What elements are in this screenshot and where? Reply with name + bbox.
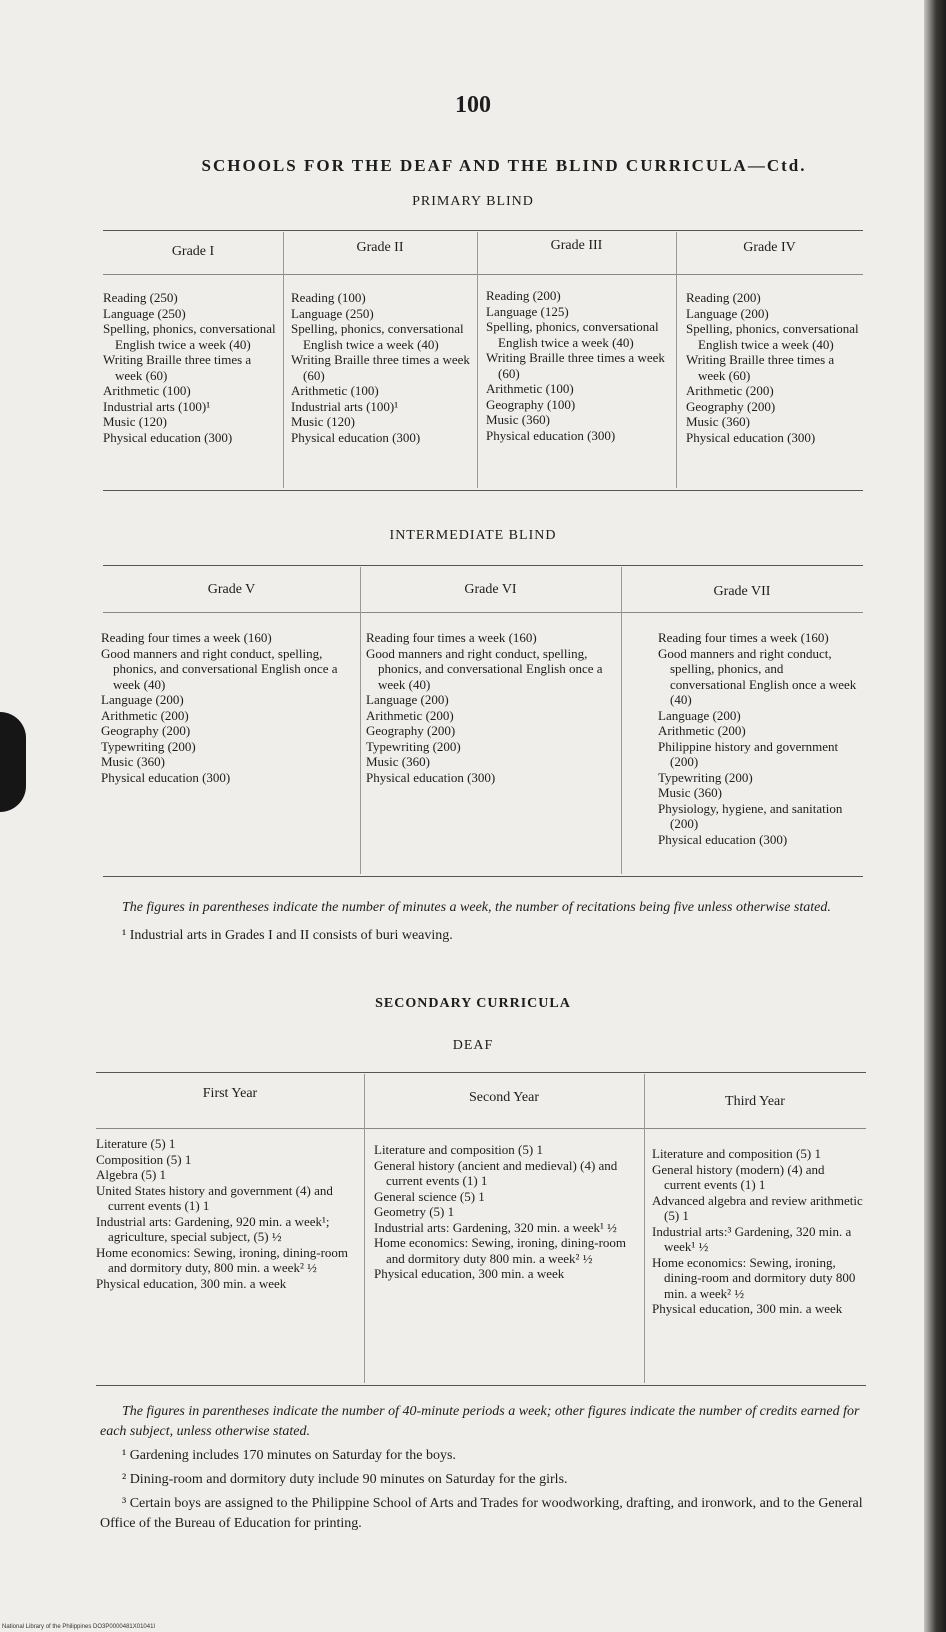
list-item: Composition (5) 1 [96, 1151, 192, 1167]
list-item: Spelling, phonics, conversational English twice a week (40) [686, 321, 859, 352]
list-item: General history (ancient and medieval) (4) and current events (1) 1 [374, 1157, 618, 1188]
footnote: ¹ Industrial arts in Grades I and II consists of buri weaving. [122, 928, 453, 943]
page-title: SCHOOLS FOR THE DEAF AND THE BLIND CURRICULA—Ctd. [201, 156, 807, 175]
list-item: Music (360) [658, 785, 722, 800]
list-item: Home economics: Sewing, ironing, dining-room and dormitory duty 800 min. a week² ½ [652, 1254, 856, 1301]
footnote: ¹ Gardening includes 170 minutes on Saturday for the boys. [122, 1448, 456, 1463]
list-item: Music (120) [103, 414, 167, 429]
section-subtitle-deaf: DEAF [452, 1038, 494, 1053]
list-item: Writing Braille three times a week (60) [103, 352, 252, 383]
column-divider [644, 1074, 645, 1383]
column-heading-grade-i: Grade I [171, 244, 215, 259]
list-item: Physical education (300) [486, 427, 616, 443]
list-item: Physical education (300) [658, 831, 788, 847]
grade-vii-subject-list [658, 630, 861, 847]
list-item: Typewriting (200) [366, 738, 461, 754]
list-item: Arithmetic (100) [486, 381, 574, 396]
list-item: Geography (100) [486, 396, 576, 412]
column-heading-grade-iv: Grade IV [743, 240, 796, 255]
list-item: Language (200) [101, 692, 184, 707]
list-item: Language (200) [366, 692, 449, 707]
column-divider [364, 1074, 365, 1383]
list-item: Geography (200) [101, 723, 191, 738]
list-item: Industrial arts (100)¹ [291, 398, 399, 414]
list-item: Language (200) [658, 707, 741, 723]
table-rule-bottom [96, 1385, 866, 1386]
list-item: Physical education (300) [366, 769, 496, 785]
minutes-note [100, 898, 900, 946]
table-rule-header [103, 612, 863, 613]
list-item: Geometry (5) 1 [374, 1204, 455, 1219]
list-item: Arithmetic (200) [686, 383, 774, 398]
list-item: Writing Braille three times a week (60) [486, 350, 665, 381]
footnote: ² Dining-room and dormitory duty include 90 minutes on Saturday for the girls. [122, 1472, 568, 1487]
list-item: Music (360) [486, 412, 550, 427]
list-item: Geography (200) [686, 398, 776, 414]
list-item: Reading four times a week (160) [658, 630, 829, 645]
list-item: Language (250) [291, 305, 374, 321]
column-divider [621, 567, 622, 874]
list-item: Good manners and right conduct, spelling, phonics, and conversational English once a week (40) [101, 645, 338, 692]
note-italic: The figures in parentheses indicate the number of minutes a week, the number of recitations being five unless otherwise stated. [122, 900, 831, 915]
second-year-subject-list [374, 1142, 638, 1282]
table-rule-top [96, 1072, 866, 1073]
list-item: Spelling, phonics, conversational English twice a week (40) [486, 319, 659, 350]
list-item: Advanced algebra and review arithmetic (5) 1 [652, 1192, 863, 1223]
column-heading-grade-vi: Grade VI [464, 582, 517, 597]
list-item: Industrial arts: Gardening, 320 min. a week¹ ½ [374, 1219, 617, 1235]
third-year-subject-list [652, 1146, 864, 1317]
column-heading-grade-v: Grade V [207, 582, 256, 597]
list-item: Physical education (300) [101, 769, 231, 785]
list-item: Arithmetic (200) [366, 707, 454, 723]
list-item: Reading (250) [103, 290, 178, 305]
list-item: Arithmetic (200) [658, 723, 746, 738]
column-heading-third-year: Third Year [725, 1094, 785, 1109]
list-item: Spelling, phonics, conversational English twice a week (40) [103, 321, 276, 352]
grade-iv-subject-list [686, 290, 862, 445]
list-item: Reading four times a week (160) [366, 630, 537, 645]
list-item: Reading (200) [686, 290, 761, 305]
column-divider [283, 232, 284, 488]
list-item: General history (modern) (4) and current events (1) 1 [652, 1161, 825, 1192]
first-year-subject-list [96, 1136, 358, 1291]
list-item: Language (250) [103, 305, 186, 321]
list-item: Good manners and right conduct, spelling, phonics, and conversational English once a week (40) [658, 645, 857, 707]
column-heading-second-year: Second Year [469, 1090, 539, 1105]
column-heading-first-year: First Year [202, 1086, 258, 1101]
grade-vi-subject-list [366, 630, 616, 785]
list-item: Writing Braille three times a week (60) [686, 352, 835, 383]
list-item: Arithmetic (200) [101, 707, 189, 723]
column-heading-grade-ii: Grade II [356, 240, 404, 255]
column-divider [477, 232, 478, 488]
list-item: Algebra (5) 1 [96, 1167, 167, 1182]
list-item: Physical education (300) [686, 429, 816, 445]
list-item: Industrial arts: Gardening, 920 min. a week¹; agriculture, special subject, (5) ½ [96, 1213, 330, 1244]
list-item: Physical education, 300 min. a week [96, 1275, 287, 1291]
list-item: Literature (5) 1 [96, 1136, 176, 1151]
list-item: General science (5) 1 [374, 1188, 485, 1204]
section-title-intermediate-blind: INTERMEDIATE BLIND [389, 528, 557, 543]
list-item: Geography (200) [366, 723, 456, 738]
list-item: Arithmetic (100) [103, 383, 191, 398]
list-item: Language (125) [486, 303, 569, 319]
binding-mark [0, 712, 26, 812]
note-italic: The figures in parentheses indicate the number of 40-minute periods a week; other figures indicate the number of credits earned for each subject, unless otherwise stated. [100, 1404, 860, 1439]
list-item: Typewriting (200) [658, 769, 753, 785]
grade-ii-subject-list [291, 290, 473, 445]
column-heading-grade-iii: Grade III [550, 238, 603, 253]
page-number: 100 [455, 92, 491, 118]
table-rule-bottom [103, 876, 863, 877]
list-item: Physical education, 300 min. a week [652, 1301, 843, 1316]
section-title-secondary: SECONDARY CURRICULA [375, 996, 571, 1011]
list-item: Typewriting (200) [101, 738, 196, 754]
list-item: Physical education (300) [103, 429, 233, 445]
list-item: Music (360) [101, 754, 165, 769]
list-item: Philippine history and government (200) [658, 738, 839, 769]
table-rule-top [103, 230, 863, 231]
list-item: Reading four times a week (160) [101, 630, 272, 645]
table-rule-header [96, 1128, 866, 1129]
column-divider [360, 567, 361, 874]
list-item: Industrial arts:³ Gardening, 320 min. a week¹ ½ [652, 1223, 852, 1254]
list-item: Reading (200) [486, 288, 561, 303]
list-item: Physical education, 300 min. a week [374, 1266, 565, 1281]
grade-v-subject-list [101, 630, 355, 785]
list-item: Physical education (300) [291, 429, 421, 445]
table-rule-top [103, 565, 863, 566]
list-item: Arithmetic (100) [291, 383, 379, 398]
list-item: Home economics: Sewing, ironing, dining-room and dormitory duty 800 min. a week² ½ [374, 1235, 627, 1266]
grade-i-subject-list [103, 290, 279, 445]
list-item: Home economics: Sewing, ironing, dining-room and dormitory duty, 800 min. a week² ½ [96, 1244, 349, 1275]
footnote: ³ Certain boys are assigned to the Philippine School of Arts and Trades for woodworking, drafting, and ironwork, and to the General Office of the Bureau of Education for printing. [100, 1496, 863, 1531]
list-item: Music (120) [291, 414, 355, 429]
list-item: Good manners and right conduct, spelling, phonics, and conversational English once a week (40) [366, 645, 603, 692]
table-rule-bottom [103, 490, 863, 491]
list-item: Music (360) [686, 414, 750, 429]
list-item: Language (200) [686, 305, 769, 321]
list-item: Industrial arts (100)¹ [103, 398, 211, 414]
list-item: Reading (100) [291, 290, 366, 305]
list-item: Music (360) [366, 754, 430, 769]
column-heading-grade-vii: Grade VII [713, 584, 771, 599]
list-item: Physiology, hygiene, and sanitation (200) [658, 800, 843, 831]
section-title-primary-blind: PRIMARY BLIND [412, 194, 534, 209]
list-item: Writing Braille three times a week (60) [291, 352, 470, 383]
list-item: Literature and composition (5) 1 [652, 1146, 821, 1161]
list-item: Spelling, phonics, conversational English twice a week (40) [291, 321, 464, 352]
table-rule-header [103, 274, 863, 275]
column-divider [676, 232, 677, 488]
scan-credit: National Library of the Philippines DO3P0000481X01041I [2, 1624, 156, 1630]
periods-note [100, 1402, 868, 1534]
list-item: Literature and composition (5) 1 [374, 1142, 543, 1157]
page-edge-shadow [924, 0, 946, 1632]
list-item: United States history and government (4) and current events (1) 1 [96, 1182, 333, 1213]
grade-iii-subject-list [486, 288, 672, 443]
